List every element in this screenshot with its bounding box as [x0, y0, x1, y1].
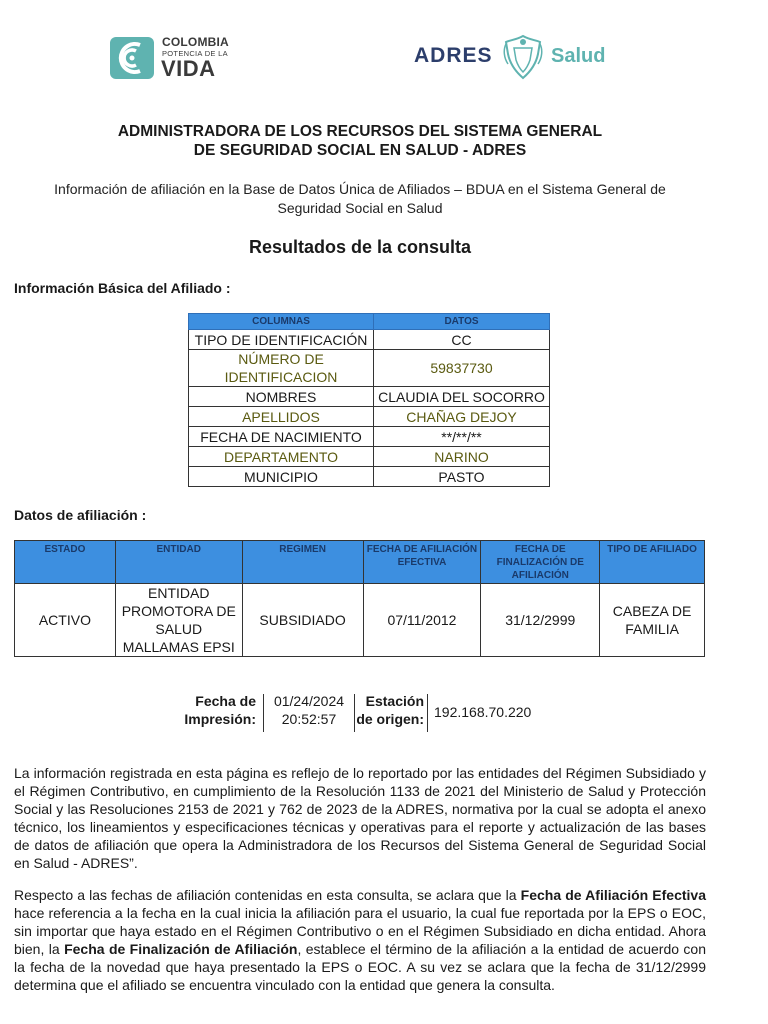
- basic-info-heading: Información Básica del Afiliado :: [14, 280, 231, 296]
- row-label: NÚMERO DE IDENTIFICACION: [189, 350, 374, 387]
- cell-fecha-afiliacion: 07/11/2012: [363, 584, 481, 657]
- column-header-tipo-afiliado: TIPO DE AFILIADO: [600, 541, 705, 584]
- cell-regimen: SUBSIDIADO: [242, 584, 363, 657]
- row-label: APELLIDOS: [189, 407, 374, 427]
- column-header-estado: ESTADO: [15, 541, 116, 584]
- cell-estado: ACTIVO: [15, 584, 116, 657]
- affiliation-table: [14, 540, 705, 657]
- row-label: MUNICIPIO: [189, 467, 374, 487]
- row-value: CLAUDIA DEL SOCORRO: [374, 387, 550, 407]
- table-row: [189, 330, 550, 350]
- column-header-datos: DATOS: [374, 314, 550, 330]
- station-label-line-2: de origen:: [356, 711, 424, 727]
- table-row: [189, 407, 550, 427]
- print-date-label-line-1: Fecha de: [195, 693, 256, 709]
- table-row: [189, 447, 550, 467]
- logo-adres-text: ADRES: [414, 44, 493, 67]
- table-row: [189, 467, 550, 487]
- divider: [263, 694, 264, 732]
- row-label: FECHA DE NACIMIENTO: [189, 427, 374, 447]
- row-value: CHAÑAG DEJOY: [374, 407, 550, 427]
- row-value: 59837730: [374, 350, 550, 387]
- table-row: [15, 584, 705, 657]
- cell-tipo-afiliado: CABEZA DE FAMILIA: [600, 584, 705, 657]
- logo-vida-text: VIDA: [161, 56, 216, 81]
- results-heading: Resultados de la consulta: [248, 237, 472, 257]
- row-label: DEPARTAMENTO: [189, 447, 374, 467]
- table-row: [189, 427, 550, 447]
- column-header-regimen: REGIMEN: [242, 541, 363, 584]
- adres-salud-logo: [414, 34, 614, 82]
- disclaimer-paragraph-1: La información registrada en esta página es reflejo de lo reportado por las entidades del Régimen Subsidiado y el Régimen Contributivo, en cumplimiento de la Resolución 1133 de 2021 del Ministerio de Salud y Protección Social y las Resoluciones 2153 de 2021 y 762 de 2023 de la ADRES, normativa por la cual se adopta el anexo técnico, los lineamientos y especificaciones técnicas y operativas para el reporte y actualización de las bases de datos de afiliación que opera la Administradora de los Recursos del Sistema General de Seguridad Social en Salud - ADRES”.: [14, 765, 706, 871]
- print-date-value: [266, 692, 352, 732]
- row-value: NARINO: [374, 447, 550, 467]
- basic-info-table: [188, 313, 550, 487]
- cell-entidad: ENTIDAD PROMOTORA DE SALUD MALLAMAS EPSI: [115, 584, 242, 657]
- station-label: [356, 692, 424, 732]
- table-row: [189, 387, 550, 407]
- colombia-logo-mark-icon: [110, 37, 154, 79]
- title-line-2: DE SEGURIDAD SOCIAL EN SALUD - ADRES: [193, 142, 527, 159]
- paragraph-2-text: Respecto a las fechas de afiliación contenidas en esta consulta, se aclara que la: [14, 887, 521, 903]
- colombia-potencia-logo: [110, 34, 240, 82]
- logo-colombia-text: COLOMBIA: [162, 35, 229, 49]
- station-label-line-1: Estación: [365, 693, 424, 709]
- print-date-label-line-2: Impresión:: [184, 711, 256, 727]
- print-date-value-line-1: 01/24/2024: [273, 693, 345, 709]
- print-date-value-line-2: 20:52:57: [281, 711, 337, 727]
- page-title: [0, 122, 720, 160]
- paragraph-2-bold-effective-date: Fecha de Afiliación Efectiva: [520, 887, 706, 903]
- coat-of-arms-icon: [502, 34, 544, 82]
- print-date-label: [184, 692, 256, 732]
- column-header-fecha-afiliacion: FECHA DE AFILIACIÓN EFECTIVA: [363, 541, 481, 584]
- column-header-columnas: COLUMNAS: [189, 314, 374, 330]
- subtitle-line-2: Seguridad Social en Salud: [277, 200, 443, 216]
- page-subtitle: [0, 180, 720, 218]
- row-value: CC: [374, 330, 550, 350]
- paragraph-2-text: , establece el término de la afiliación a la entidad de acuerdo con la fecha de la novedad que haya presentado la EPS o EOC. A su vez se aclara que la fecha de 31/12/2999 determina que el afiliado se encuentra vinculado con la entidad que genera la consulta.: [14, 941, 707, 993]
- disclaimer-paragraph-2: [14, 886, 706, 994]
- affiliation-heading: Datos de afiliación :: [14, 507, 147, 523]
- row-value: PASTO: [374, 467, 550, 487]
- paragraph-2-bold-end-date: Fecha de Finalización de Afiliación: [64, 941, 298, 957]
- paragraph-2-text: hace referencia a la fecha en la cual inicia la afiliación para el usuario, la cual fue reportada por la EPS o EOC, sin importar que haya estado en el Régimen Contributivo o en el Régimen Subsidiado en dicha entidad. Ahora bien, la: [14, 905, 706, 957]
- logo-potencia-text: POTENCIA DE LA: [162, 49, 228, 58]
- row-value: **/**/**: [374, 427, 550, 447]
- title-line-1: ADMINISTRADORA DE LOS RECURSOS DEL SISTEMA GENERAL: [117, 123, 603, 140]
- station-value: 192.168.70.220: [434, 704, 532, 720]
- subtitle-line-1: Información de afiliación en la Base de Datos Única de Afiliados – BDUA en el Sistema General de: [54, 181, 666, 197]
- row-label: NOMBRES: [189, 387, 374, 407]
- cell-fecha-finalizacion: 31/12/2999: [481, 584, 600, 657]
- table-row: [189, 350, 550, 387]
- column-header-entidad: ENTIDAD: [115, 541, 242, 584]
- row-label: TIPO DE IDENTIFICACIÓN: [189, 330, 374, 350]
- divider: [427, 694, 428, 732]
- divider: [354, 694, 355, 732]
- column-header-fecha-finalizacion: FECHA DE FINALIZACIÓN DE AFILIACIÓN: [481, 541, 600, 584]
- logo-salud-text: Salud: [551, 45, 606, 67]
